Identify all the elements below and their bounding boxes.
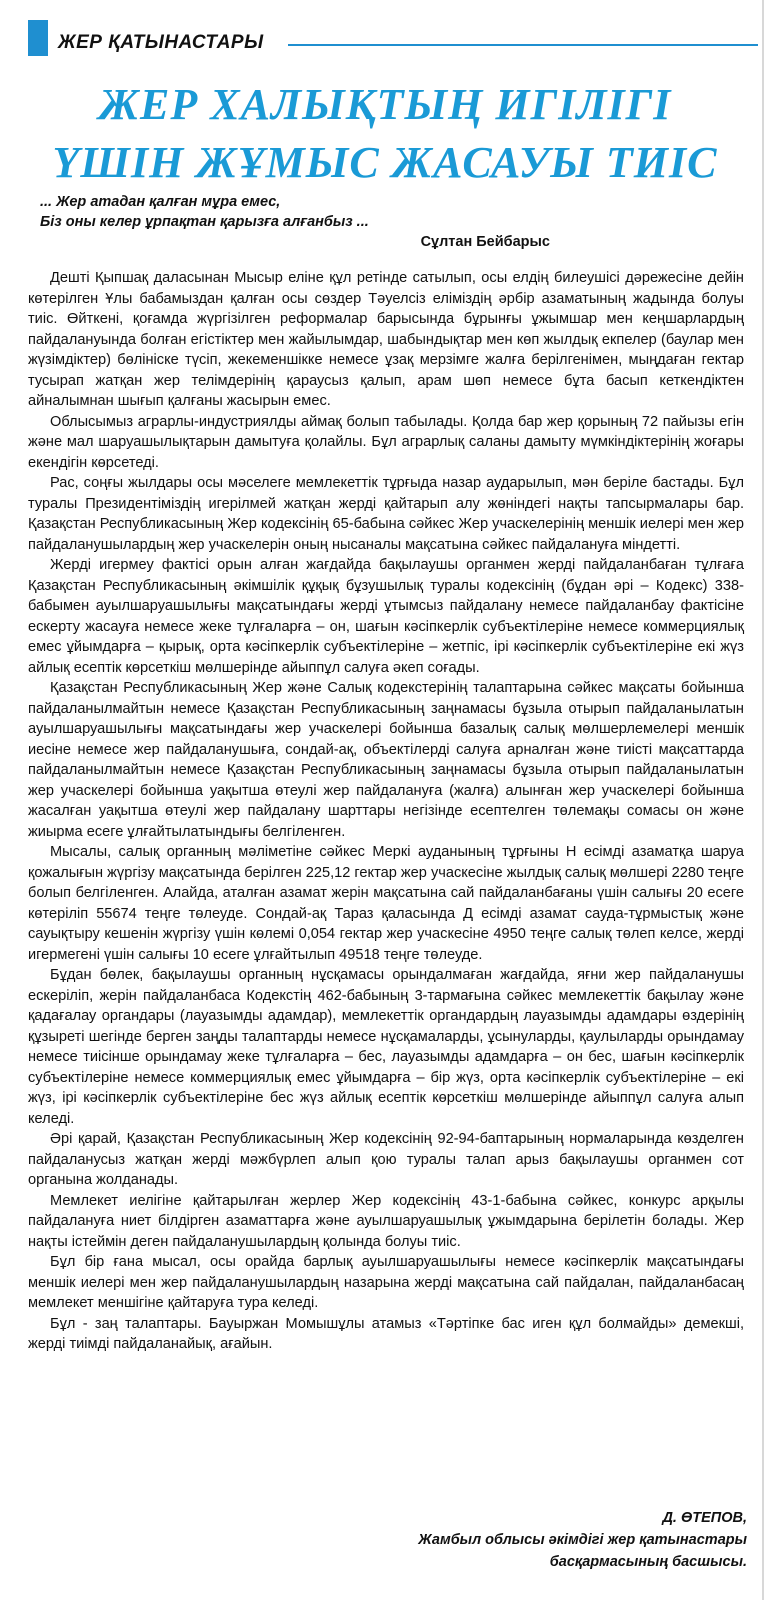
signature-position-line-1: Жамбыл облысы әкімдігі жер қатынастары — [418, 1532, 747, 1548]
headline-line-2: ҮШІН ЖҰМЫС ЖАСАУЫ ТИІС — [52, 138, 718, 187]
paragraph: Жерді игермеу фактісі орын алған жағдайда бақылаушы органмен жерді пайдаланбаған тұлғаға Қазақстан Республикасының әкімшілік құқық бұзушылық туралы кодексінің (бұдан әрі – Кодекс) 338-бабымен ауылшаруашылығы мақсатындағы жерді ұтымсыз пайдалану немесе пайдаланбау фактісіне ескерту жасауға немесе жеке тұлғаларға – он, шағын кәсіпкерлік субъектілеріне немесе коммерциялық емес ұйымдарға – қырық, орта кәсіпкерлік субъектілеріне – жетпіс, ірі кәсіпкерлік субъектілеріне екі жүз айлық есептік көрсеткіш мөлшерінде айыппұл салуға әкеп соғады. — [28, 557, 744, 676]
signature-position-line-2: басқармасының басшысы. — [549, 1554, 747, 1570]
paragraph: Қазақстан Республикасының Жер және Салық кодекстерінің талаптарына сәйкес мақсаты бойынша пайдаланылмайтын немесе Қазақстан Республикасының заңнамасы бұзыла отырып пайдаланылатын ауылшаруашылығы мақсатындағы жер учаскелері бойынша базалық салық мөлшерлемелері меншік иесіне немесе жер пайдаланушыға, сондай-ақ, объектілерді салуға арналған және тиісті мақсаттарда пайдаланылмайтын немесе Қазақстан Республикасының заңнамасы бұзыла отырып пайдаланылатын жер учаскелері бойынша уақытша өтеулі жер пайдалануға (жалға) алынған жер учаскелері бойынша жасалған уақытша өтеулі жер пайдалану шарттары негізінде есептелген төлемақы сомасы он және жиырма есеге ұлғайтылатындығы белгіленген. — [28, 680, 744, 840]
section-rubric — [28, 20, 758, 56]
rubric-color-block — [28, 20, 48, 56]
paragraph: Әрі қарай, Қазақстан Республикасының Жер кодексінің 92-94-баптарының нормаларында көзделген пайдаланусыз жатқан жерді мәжбүрлеп алып қою туралы талап арыз бақылаушы органмен сот органына жолданады. — [28, 1131, 744, 1188]
rubric-label: ЖЕР ҚАТЫНАСТАРЫ — [58, 32, 264, 53]
page-edge-divider — [762, 0, 764, 1600]
rubric-divider — [288, 44, 758, 46]
article-headline — [20, 76, 750, 192]
epigraph-line-2: Біз оны келер ұрпақтан қарызға алғанбыз ... — [40, 214, 369, 230]
paragraph: Бұл бір ғана мысал, осы орайда барлық ауылшаруашылығы немесе кәсіпкерлік мақсатындағы меншік иелері мен жер пайдаланушылардың назарына жерді мақсатына сай пайдалан, пайдаланбасаң мемлекет меншігіне қайтаруға тура келеді. — [28, 1254, 744, 1311]
paragraph: Дешті Қыпшақ даласынан Мысыр еліне құл ретінде сатылып, осы елдің билеушісі дәрежесіне дейін көтерілген Ұлы бабамыздан қалған осы сөздер Тәуелсіз еліміздің әрбір азаматының жадында болуы тиіс. Өйткені, қоғамда жүргізілген реформалар барысында бұрынғы ұжымшар мен кеңшарлардың пайдалануында болған егістіктер мен жайылымдар, шабындықтар мен көп жылдық екпелер (баулар мен жүзімдіктер) бөлініске түсіп, жекеменшікке немесе ұзақ мерзімге жалға берілгенімен, мыңдаған гектар тусырап жатқан жер телімдерінің қараусыз қалып, арам шөп немесе бұта басып кеткендіктен айналымнан шығып қалғаны жасырын емес. — [28, 270, 744, 409]
epigraph-author: Сұлтан Бейбарыс — [420, 234, 550, 250]
signature-name: Д. ӨТЕПОВ, — [662, 1510, 747, 1526]
article-body — [28, 268, 744, 1355]
paragraph: Бұл - заң талаптары. Бауыржан Момышұлы атамыз «Тәртіпке бас иген құл болмайды» демекші, жерді тиімді пайдаланайық, ағайын. — [28, 1315, 744, 1352]
paragraph: Рас, соңғы жылдары осы мәселеге мемлекеттік тұрғыда назар аударылып, мән беріле бастады. Бұл туралы Президентіміздің игерілмей жатқан жерді қайтарып алу жөніндегі нақты тапсырмалары бар. Қазақстан Республикасының Жер кодексінің 65-бабына сәйкес Жер учаскелерінің меншік иелері мен жер пайдаланушылардың жер учаскелерін оның нысаналы мақсатына сәйкес пайдалануға міндетті. — [28, 475, 744, 553]
headline-line-1: ЖЕР ХАЛЫҚТЫҢ ИГІЛІГІ — [98, 80, 672, 129]
paragraph: Облысымыз аграрлы-индустриялды аймақ болып табылады. Қолда бар жер қорының 72 пайызы егін және мал шаруашылықтарын дамытуға қолайлы. Бұл аграрлық саланы дамыту мүмкіндіктерінің жоғары екендігін көрсетеді. — [28, 413, 744, 471]
paragraph: Мемлекет иелігіне қайтарылған жерлер Жер кодексінің 43-1-бабына сәйкес, конкурс арқылы пайдалануға ниет білдірген азаматтарға және ауылшаруашылық ұжымдарына берілетін болады. Жер нақты істеймін деген пайдаланушылардың қолында болуы тиіс. — [28, 1192, 744, 1250]
epigraph — [40, 192, 550, 252]
author-signature — [418, 1507, 747, 1573]
epigraph-line-1: ... Жер атадан қалған мұра емес, — [40, 194, 281, 210]
paragraph: Бұдан бөлек, бақылаушы органның нұсқамасы орындалмаған жағдайда, яғни жер пайдаланушы ескеріліп, жерін пайдаланбаса Кодекстің 462-бабының 3-тармағына сәйкес мемлекеттік бақылау және қадағалау органдары (лауазымды адамдар), мемлекеттік органдардың лауазымды адамдары өздерінің құзыреті шегінде берген заңды талаптарды немесе нұсқамаларды, ұсынуларды, қаулыларды орындамау немесе тиісінше орындамау жеке тұлғаларға – бес, лауазымды адамдарға – он бес, шағын кәсіпкерлік субъектілеріне немесе коммерциялық емес ұйымдарға – бір жүз, орта кәсіпкерлік субъектілеріне – екі жүз, ірі кәсіпкерлік субъектілеріне бес жүз айлық есептік көрсеткіш мөлшерінде айыппұл салуға алып келеді. — [28, 967, 744, 1127]
paragraph: Мысалы, салық органның мәліметіне сәйкес Меркі ауданының тұрғыны Н есімді азаматқа шаруа қожалығын жүргізу мақсатында берілген 225,12 гектар жер учаскесіне жылдық салық мөлшері 2280 теңге болып белгіленген. Алайда, аталған азамат жерін мақсатына сай пайдаланбағаны үшін салығы 20 есеге көтеріліп 55674 теңге төлеуде. Сондай-ақ Тараз қаласында Д есімді азамат сауда-тұрмыстық және сауықтыру кешенін жүргізу үшін көлемі 0,054 гектар жер учаскесіне 4950 теңге салық төлеп келсе, жерді игермегені үшін салығы 10 есеге ұлғайтылып 49518 теңге төлеуде. — [28, 844, 744, 963]
